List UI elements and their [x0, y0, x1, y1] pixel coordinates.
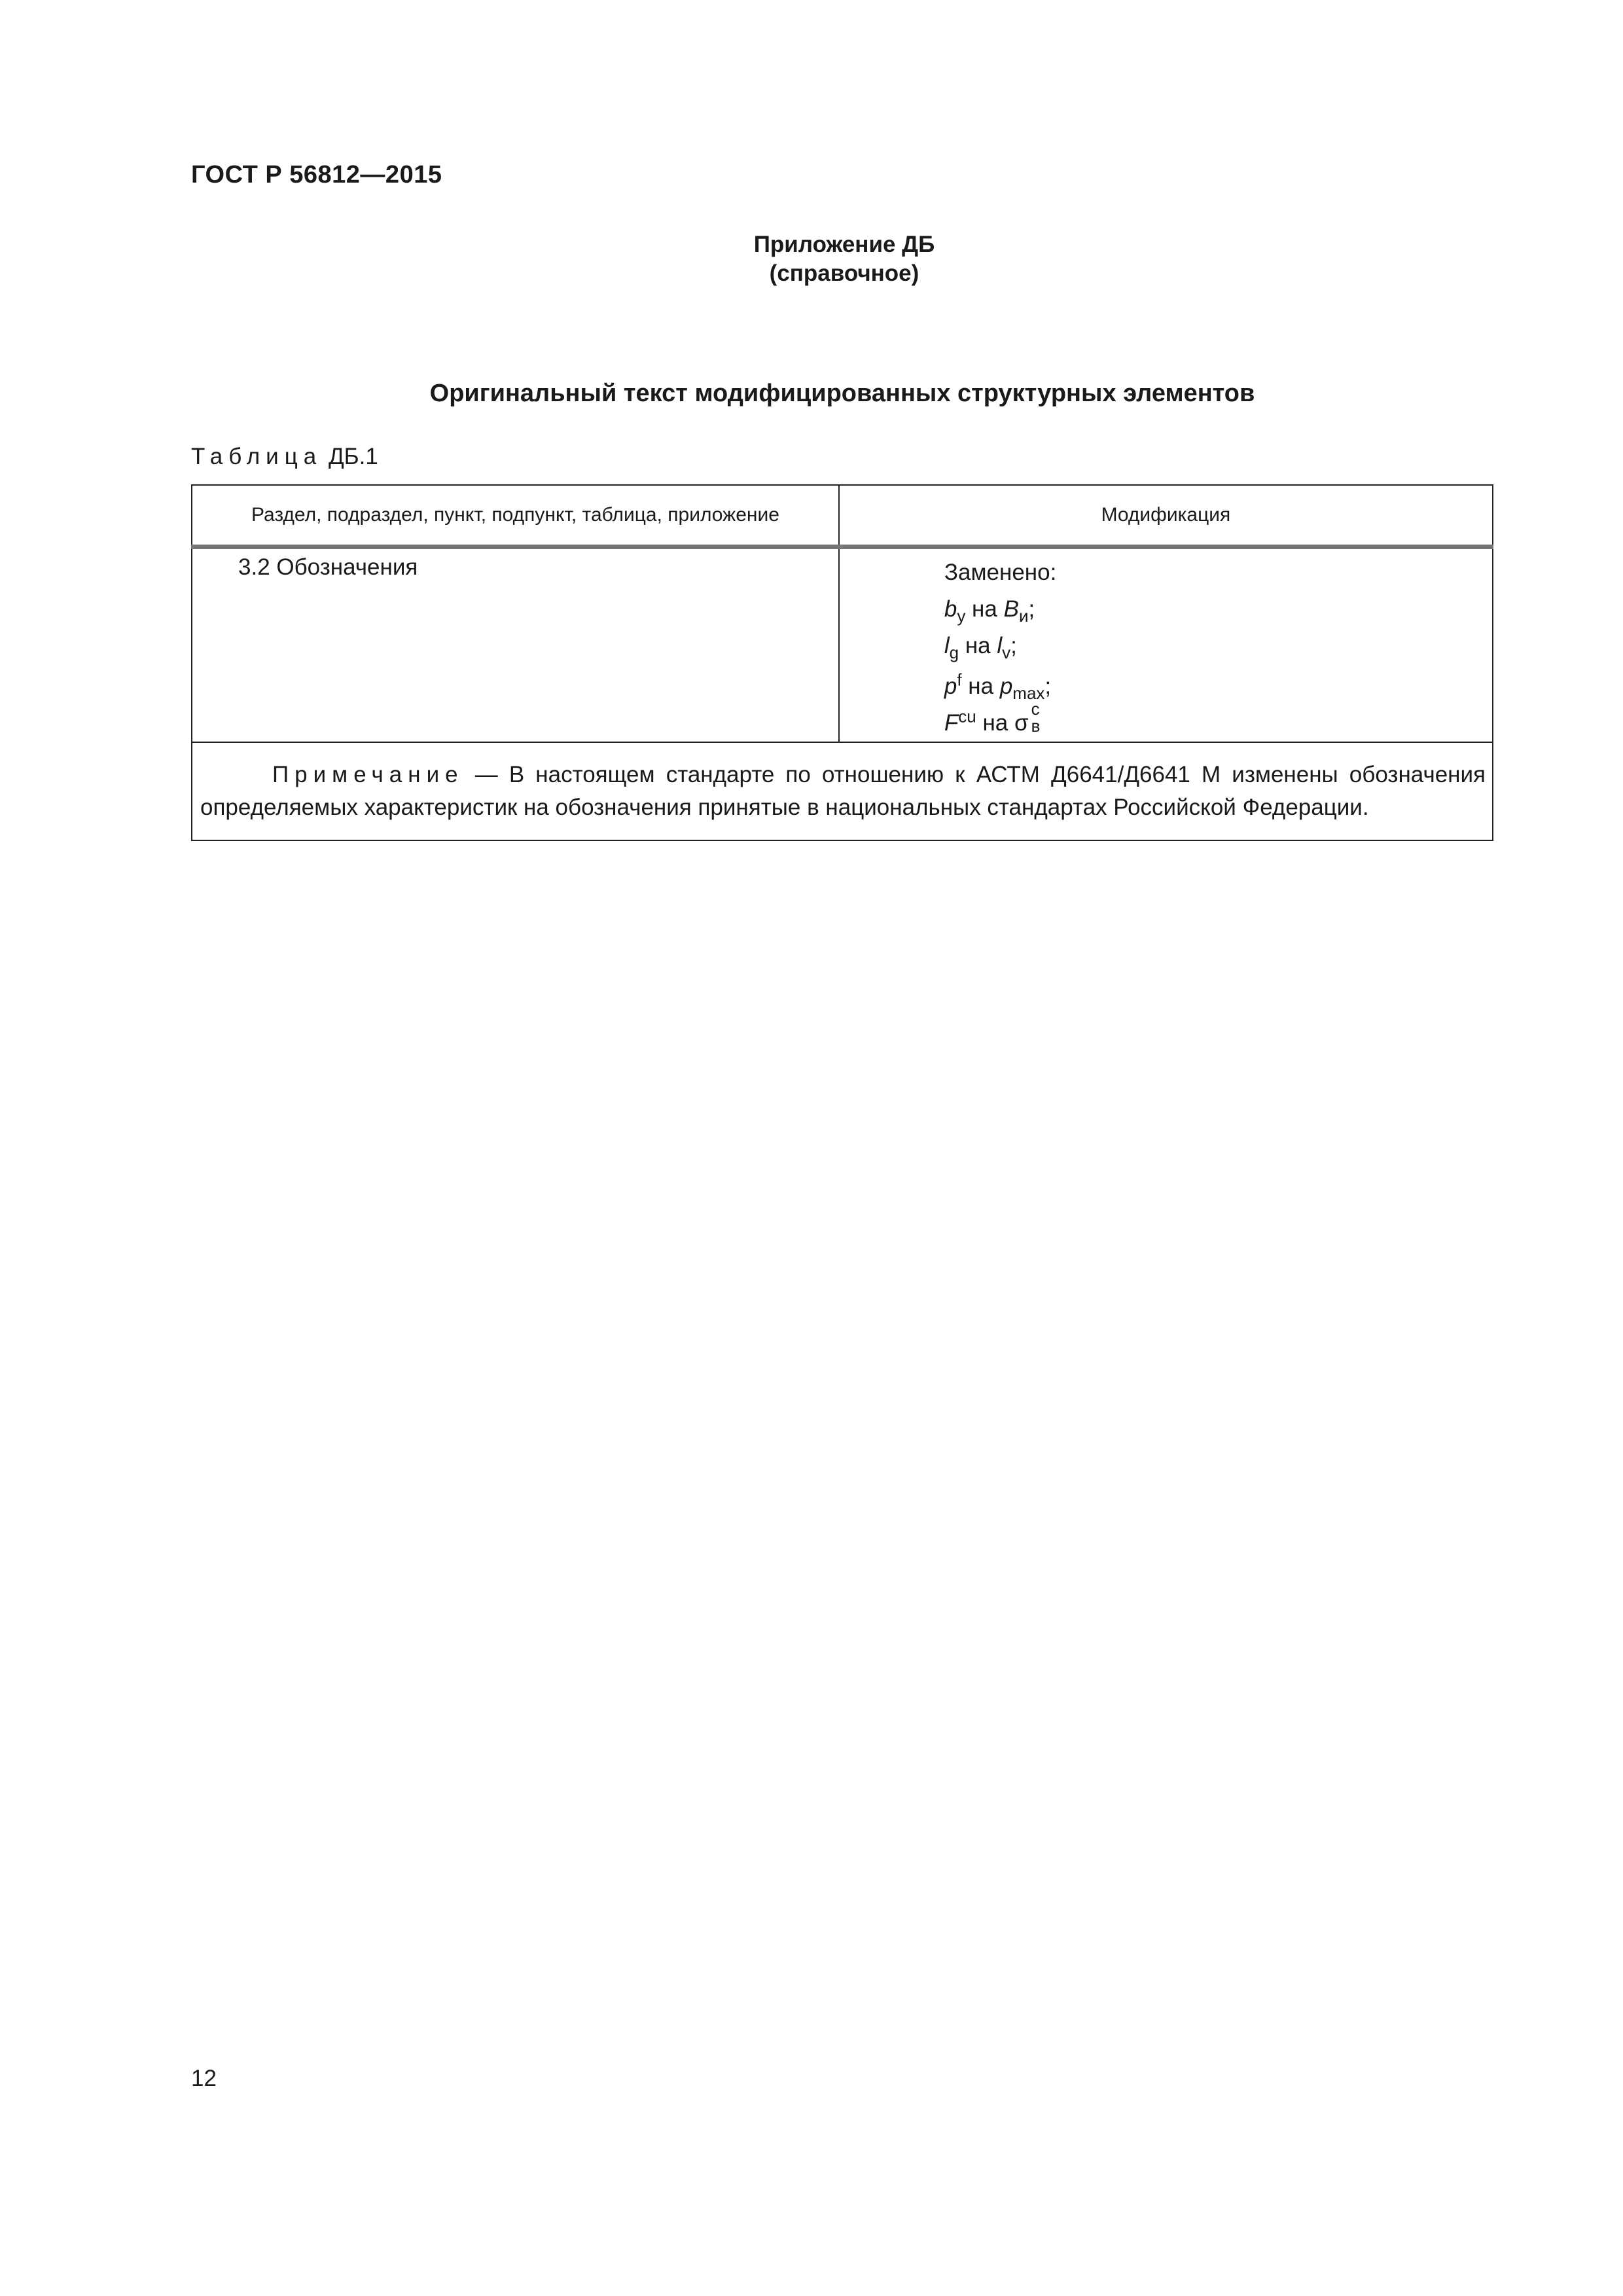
- column-header-section: Раздел, подраздел, пункт, подпункт, таблица, приложение: [192, 485, 839, 547]
- table-row: [192, 547, 1493, 743]
- note-row: [192, 742, 1493, 840]
- modification-cell: [839, 547, 1493, 743]
- column-header-modification: Модификация: [839, 485, 1493, 547]
- section-value: 3.2 Обозначения: [238, 554, 418, 580]
- page-number: 12: [191, 2066, 217, 2091]
- note-label: Примечание: [272, 762, 464, 787]
- table-caption-number: ДБ.1: [328, 444, 378, 469]
- table-header-row: [192, 485, 1493, 547]
- note-cell: [192, 742, 1493, 840]
- table-caption-word: Таблица: [191, 444, 323, 469]
- document-id: ГОСТ Р 56812—2015: [191, 161, 442, 188]
- appendix-title: Приложение ДБ: [753, 232, 935, 257]
- replacement-line-4: $F^{cu}$ на σ c в: [944, 699, 1041, 736]
- appendix-type: (справочное): [769, 260, 919, 286]
- appendix-heading: [681, 230, 1008, 288]
- replaced-label: Заменено:: [944, 560, 1057, 585]
- replacement-line-2: $l_g$ на $l_v$;: [944, 633, 1017, 662]
- replacement-line-1: $b_y$ на $B_и$;: [944, 596, 1035, 626]
- modification-table: [191, 484, 1493, 841]
- section-cell: [192, 547, 839, 743]
- replacement-line-3: $p^f$ на $p_{max}$;: [944, 670, 1052, 703]
- note-text: — В настоящем стандарте по отношению к АСТМ Д6641/Д6641 М изменены обозначения определяемых характеристик на обозначения принятые в национальных стандартах Российской Федерации.: [200, 762, 1486, 820]
- section-title: Оригинальный текст модифицированных структурных элементов: [429, 380, 1255, 407]
- table-caption: [191, 444, 378, 470]
